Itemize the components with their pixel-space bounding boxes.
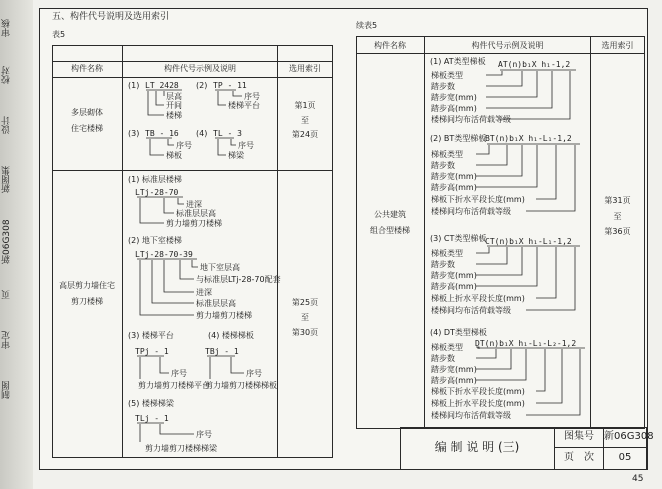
dt-desc: 梯板上折水平段长度(mm)	[431, 399, 525, 408]
example-number: (2)	[196, 81, 208, 90]
code-desc: 楼梯平台	[228, 101, 260, 110]
code-desc: 层高	[166, 92, 182, 101]
row2-name: 高层剪力墙住宅	[59, 281, 115, 290]
code-desc: 序号	[238, 141, 254, 150]
drawing-title: 编 制 说 明 (三)	[434, 440, 520, 454]
strip-cell: 页	[2, 290, 12, 300]
code-desc: 楼梯	[166, 111, 182, 120]
left-table-rule	[52, 61, 333, 62]
row1-index: 第1页	[294, 101, 316, 110]
dt-desc: 踏步高(mm)	[431, 376, 477, 385]
left-header-index: 选用索引	[289, 64, 321, 73]
left-table-rule	[52, 170, 333, 171]
dt-desc: 踏步数	[431, 354, 455, 363]
strip-cell: 新06G308	[2, 219, 12, 265]
dt-desc: 楼梯间均布活荷载等级	[431, 411, 511, 420]
code-ltj: LTj-28-70	[135, 188, 179, 197]
section-title: 五、构件代号说明及选用索引	[52, 12, 170, 22]
example-number: (3)	[128, 129, 140, 138]
right-index: 第31页	[604, 196, 631, 205]
binding-strip	[0, 0, 33, 489]
row1-index: 至	[301, 116, 309, 125]
code-desc: 进深	[186, 200, 202, 209]
code-lt: LT 2428	[145, 81, 179, 90]
stair-type-title: (4) DT类型梯板	[430, 328, 487, 337]
at-desc: 梯板类型	[431, 71, 463, 80]
example-number: (4)	[196, 129, 208, 138]
row2-index: 第30页	[291, 328, 319, 337]
code-tp: TP - 11	[213, 81, 247, 90]
ct-desc: 踏步宽(mm)	[431, 271, 477, 280]
code-desc: 标准层层高	[176, 209, 216, 218]
code-tpj: TPj - 1	[135, 347, 169, 356]
example-number: (1)	[128, 81, 140, 90]
code-desc: 剪力墙剪刀楼梯	[166, 219, 222, 228]
code-at: AT(n)b₁X h₁-1,2	[498, 60, 571, 69]
ct-desc: 踏步高(mm)	[431, 282, 477, 291]
right-header-index: 选用索引	[601, 41, 634, 50]
page-label: 页 次	[564, 452, 594, 463]
ct-desc: 楼梯间均布活荷载等级	[431, 306, 511, 315]
at-desc: 楼梯间均布活荷载等级	[431, 115, 511, 124]
dt-desc: 踏步宽(mm)	[431, 365, 477, 374]
row2-index: 第25页	[291, 298, 319, 307]
row1-name: 多层砌体	[71, 108, 103, 117]
code-desc: 梯梁	[228, 151, 244, 160]
ct-desc: 踏步数	[431, 260, 455, 269]
page-value: 05	[618, 452, 632, 463]
stair-type-title: (3) CT类型梯板	[430, 234, 487, 243]
dt-desc: 梯板类型	[431, 343, 463, 352]
code-desc: 序号	[196, 430, 212, 439]
row2-name: 剪刀楼梯	[71, 297, 103, 306]
row2-index: 至	[301, 313, 309, 322]
right-table-rule	[424, 36, 425, 429]
right-header-code: 构件代号示例及说明	[471, 41, 544, 50]
code-desc: 梯板	[166, 151, 182, 160]
atlas-label: 图集号	[564, 431, 594, 442]
bt-desc: 踏步高(mm)	[431, 183, 477, 192]
subsection-title: (3) 楼梯平台	[128, 331, 174, 340]
row1-name: 住宅楼梯	[71, 124, 103, 133]
code-tlj: TLj - 1	[135, 414, 169, 423]
at-desc: 踏步数	[431, 82, 455, 91]
bt-desc: 楼梯间均布活荷载等级	[431, 207, 511, 216]
ct-desc: 梯板类型	[431, 249, 463, 258]
strip-cell: 审定	[2, 331, 12, 349]
bt-desc: 踏步数	[431, 161, 455, 170]
code-desc: 序号	[176, 141, 192, 150]
code-desc: 标准层层高	[196, 299, 236, 308]
code-tbj: TBj - 1	[205, 347, 239, 356]
code-desc: 序号	[244, 92, 260, 101]
left-header-name: 构件名称	[71, 64, 103, 73]
at-desc: 踏步宽(mm)	[431, 93, 477, 102]
code-dt: DT(n)b₁X h₁-L₁-L₂-1,2	[475, 339, 577, 348]
code-desc: 剪力墙剪刀楼梯梯板	[205, 381, 277, 390]
code-desc: 序号	[246, 369, 262, 378]
right-table-rule	[356, 53, 645, 54]
at-desc: 踏步高(mm)	[431, 104, 477, 113]
right-name: 组合型楼梯	[370, 226, 410, 235]
left-table-rule	[52, 77, 333, 78]
right-table-caption: 续表5	[356, 21, 378, 30]
subsection-title: (4) 楼梯梯板	[208, 331, 254, 340]
atlas-value: 新06G308	[604, 431, 654, 442]
right-index: 至	[613, 212, 622, 221]
ct-desc: 梯板上折水平段长度(mm)	[431, 294, 525, 303]
right-name: 公共建筑	[374, 210, 406, 219]
code-tl: TL - 3	[213, 129, 242, 138]
strip-cell: 设计	[2, 116, 12, 134]
code-ct: CT(n)b₁X h₁-L₁-1,2	[485, 237, 572, 246]
strip-cell: 制图	[2, 381, 12, 399]
page-number: 45	[632, 474, 644, 484]
code-desc: 剪力墙剪刀楼梯梯梁	[145, 444, 217, 453]
code-desc: 开间	[166, 101, 182, 110]
left-table-caption: 表5	[52, 30, 66, 39]
strip-cell: 校对	[2, 66, 12, 84]
subsection-title: (5) 楼梯梯梁	[128, 399, 174, 408]
stair-type-title: (1) AT类型梯板	[430, 57, 486, 66]
bt-desc: 梯板下折水平段长度(mm)	[431, 195, 525, 204]
code-tb: TB - 16	[145, 129, 179, 138]
code-bt: BT(n)b₁X h₁-L₁-1,2	[485, 134, 572, 143]
row1-index: 第24页	[291, 130, 319, 139]
dt-desc: 梯板下折水平段长度(mm)	[431, 387, 525, 396]
title-block-rule	[554, 447, 646, 448]
code-ltj-basement: LTj-28-70-39	[135, 250, 193, 259]
right-index: 第36页	[604, 227, 631, 236]
bt-desc: 梯板类型	[431, 150, 463, 159]
strip-cell: 新图集	[2, 166, 12, 194]
right-header-name: 构件名称	[374, 41, 406, 50]
bt-desc: 踏步宽(mm)	[431, 172, 477, 181]
subsection-title: (1) 标准层楼梯	[128, 175, 182, 184]
stair-type-title: (2) BT类型梯板	[430, 134, 487, 143]
subsection-title: (2) 地下室楼梯	[128, 236, 182, 245]
code-desc: 剪力墙剪刀楼梯	[196, 311, 252, 320]
code-desc: 地下室层高	[200, 263, 240, 272]
left-header-code: 构件代号示例及说明	[164, 64, 236, 73]
code-desc: 剪力墙剪刀楼梯平台	[138, 381, 210, 390]
strip-cell: 审核	[2, 19, 12, 37]
left-table-rule	[122, 45, 123, 458]
code-desc: 与标准层LTj-28-70配套	[196, 275, 281, 284]
code-desc: 序号	[171, 369, 187, 378]
code-desc: 进深	[196, 288, 212, 297]
